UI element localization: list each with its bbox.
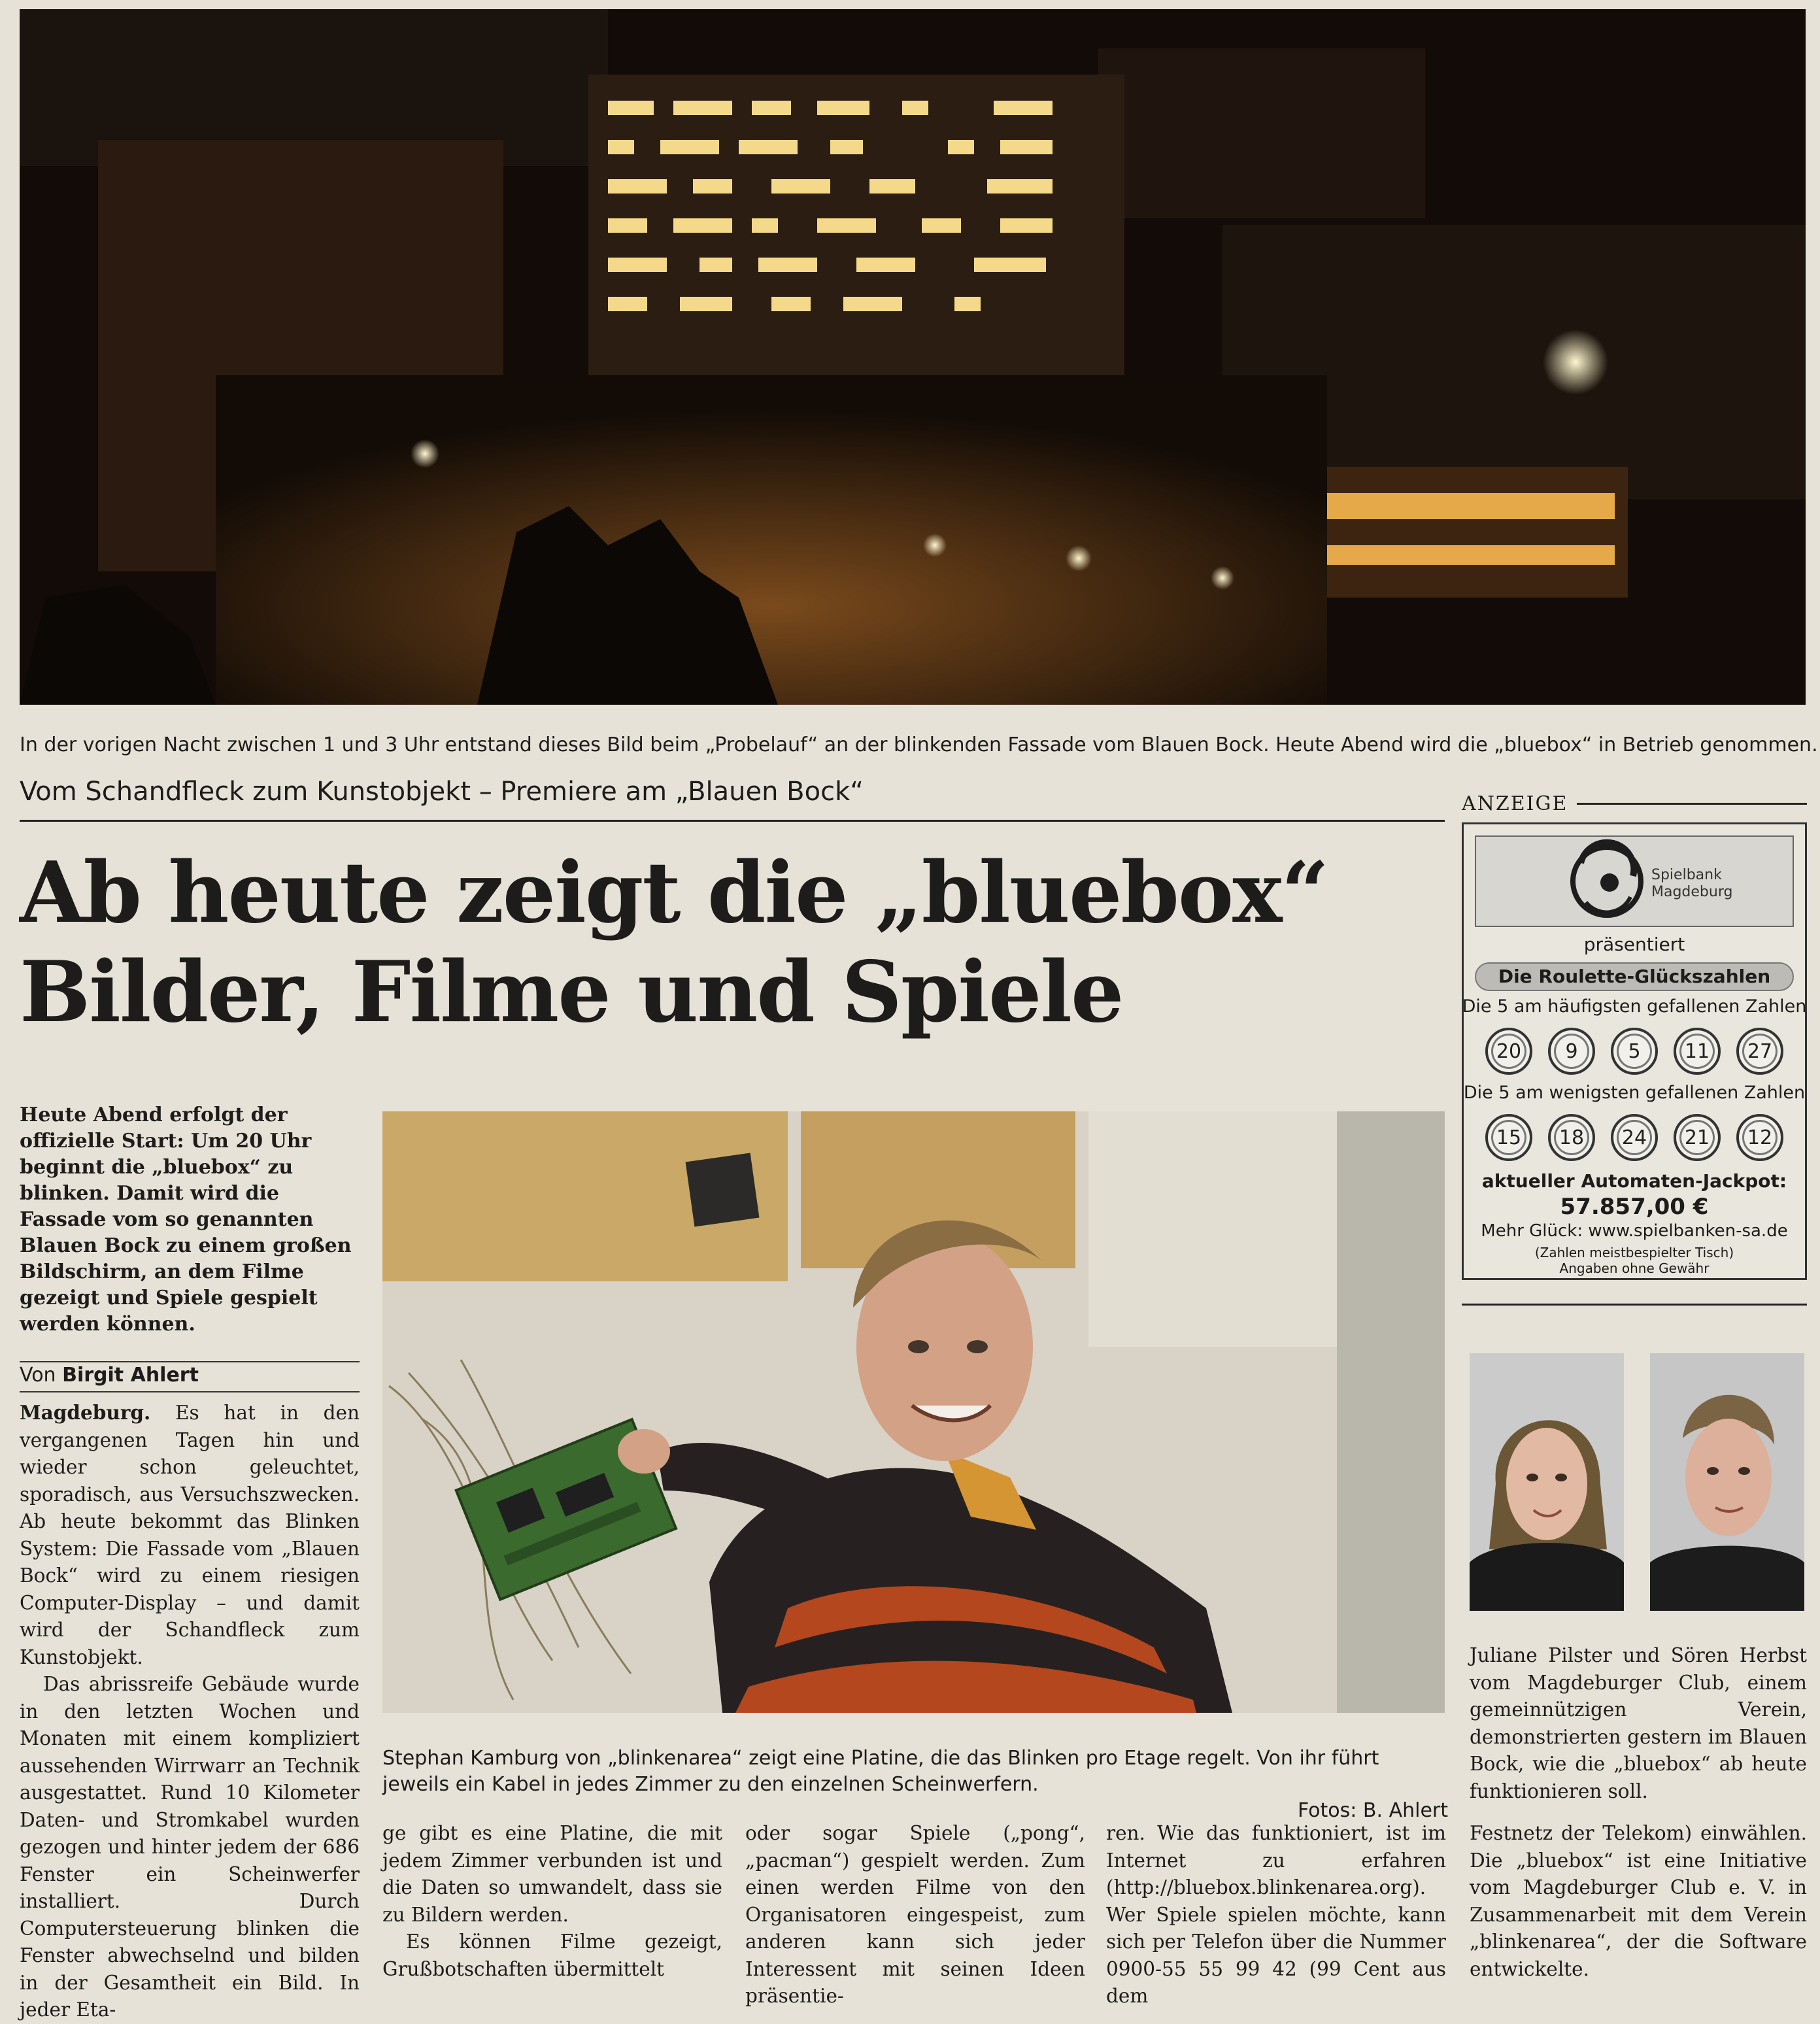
roulette-number: 5 (1611, 1028, 1658, 1075)
kicker-divider (20, 820, 1445, 822)
spielbank-logo-text (1651, 867, 1732, 901)
headline-line-2: Bilder, Filme und Spiele (20, 943, 1123, 1041)
logo-line-2: Magdeburg (1651, 884, 1733, 900)
article-lead: Heute Abend erfolgt der offizielle Start: Um 20 Uhr beginnt die „bluebox“ zu blinken. Damit wird die Fassade vom so genannten Blauen Bock zu einem großen Bildschirm, an dem Filme gezeigt und Spiele gespielt werden können. (20, 1104, 352, 1336)
roulette-number: 21 (1674, 1114, 1721, 1161)
roulette-number: 27 (1736, 1028, 1783, 1075)
center-caption-text: Stephan Kamburg von „blinkenarea“ zeigt eine Platine, die das Blinken pro Etage regelt. Von ihr führt jeweils ein Kabel in jedes Zimmer zu den einzelnen Scheinwerfern. (382, 1747, 1379, 1796)
body-column-3 (745, 1820, 1085, 2007)
jackpot-label: aktueller Automaten-Jackpot: (1481, 1170, 1787, 1192)
roulette-wheel-icon (1476, 837, 1793, 926)
roulette-number: 24 (1611, 1114, 1658, 1161)
headline (20, 843, 1445, 1042)
hot-numbers-label: Die 5 am häufigsten gefallenen Zahlen (1462, 996, 1807, 1017)
byline (20, 1364, 199, 1387)
body-paragraph (20, 1399, 360, 1671)
body-paragraph: ren. Wie das funktioniert, ist im Internet zu erfahren (http://bluebox.blinkenarea.org). Wer Spiele spielen möchte, kann sich per Telefon über die Nummer 0900-55 55 99 42 (99 Cent aus dem (1106, 1822, 1446, 2007)
roulette-number: 18 (1548, 1114, 1595, 1161)
spielbank-logo-panel (1475, 835, 1794, 927)
center-photo-caption (382, 1746, 1448, 1824)
body-column-2 (382, 1820, 722, 1983)
byline-author: Birgit Ahlert (62, 1364, 199, 1387)
night-facade-photo (20, 9, 1806, 705)
roulette-number: 20 (1485, 1028, 1532, 1075)
ad-url: Mehr Glück: www.spielbanken-sa.de (1481, 1221, 1788, 1241)
body-paragraph: ge gibt es eine Platine, die mit jedem Zimmer verbunden ist und die Daten so umwandelt, dass sie zu Bildern werden. (382, 1822, 722, 1926)
body-column-4 (1106, 1820, 1446, 2007)
body-paragraph: oder sogar Spiele („pong“, „pacman“) gespielt werden. Zum einen werden Filme von den Organisatoren eingespeist, zum anderen kann sich jeder Interessent mit seinen Ideen präsentie- (745, 1822, 1085, 2007)
body-text: Es hat in den vergangenen Tagen hin und wieder schon geleuchtet, sporadisch, aus Versuchszwecken. Ab heute bekommt das Blinken System: Die Fassade vom „Blauen Bock“ wird zu einem riesigen Computer-Display – und damit wird der Schandfleck zum Kunstobjekt. (20, 1402, 360, 1668)
ad-disclaimer: Angaben ohne Gewähr (1559, 1260, 1710, 1276)
dateline: Magdeburg. (20, 1401, 151, 1424)
hot-numbers-row (1462, 1028, 1807, 1075)
body-column-1 (20, 1399, 360, 2021)
ad-banner: Die Roulette-Glückszahlen (1475, 962, 1794, 991)
portrait-photo-woman (1470, 1353, 1624, 1611)
logo-line-1: Spielbank (1651, 867, 1722, 883)
ad-label-divider (1577, 803, 1807, 805)
body-paragraph: Es können Filme gezeigt, Grußbotschaften übermittelt (382, 1931, 722, 1980)
byline-prefix: Von (20, 1364, 56, 1387)
portrait-caption: Juliane Pilster und Sören Herbst vom Magdeburger Club, einem gemeinnützigen Verein, demonstrierten gestern im Blauen Bock, wie die „bluebox“ ab heute funktionieren soll. (1470, 1644, 1807, 1802)
side-divider (1462, 1304, 1807, 1306)
circuit-board-photo (382, 1111, 1445, 1713)
article-kicker: Vom Schandfleck zum Kunstobjekt – Premiere am „Blauen Bock“ (20, 777, 864, 807)
roulette-number: 12 (1736, 1114, 1783, 1161)
cold-numbers-label: Die 5 am wenigsten gefallenen Zahlen (1463, 1083, 1806, 1103)
photo-credit: Fotos: B. Ahlert (1297, 1799, 1448, 1822)
body-column-5 (1470, 1820, 1807, 1983)
byline-divider (20, 1391, 360, 1392)
roulette-number: 15 (1485, 1114, 1532, 1161)
ad-presents: präsentiert (1583, 934, 1685, 955)
jackpot-value: 57.857,00 € (1560, 1194, 1709, 1220)
top-photo-caption: In der vorigen Nacht zwischen 1 und 3 Uhr entstand dieses Bild beim „Probelauf“ an der blinkenden Fassade vom Blauen Bock. Heute Abend wird die „bluebox“ in Betrieb genommen. (20, 734, 1818, 756)
body-paragraph: Das abrissreife Gebäude wurde in den letzten Wochen und Monaten mit einem kompliziert aussehenden Wirrwarr an Technik ausgestattet. Rund 10 Kilometer Daten- und Stromkabel wurden gezogen und hinter jedem der 686 Fenster ein Scheinwerfer installiert. Durch Computersteuerung blinken die Fenster abwechselnd und bilden in der Gesamtheit ein Bild. In jeder Eta- (20, 1673, 360, 2021)
headline-line-1: Ab heute zeigt die „bluebox“ (20, 844, 1328, 942)
ad-label: ANZEIGE (1462, 792, 1568, 815)
portrait-photo-man (1650, 1353, 1804, 1611)
body-paragraph: Festnetz der Telekom) einwählen. Die „bluebox“ ist eine Initiative vom Magdeburger Club e. V. in Zusammenarbeit mit dem Verein „blinkenarea“, der die Software entwickelte. (1470, 1822, 1807, 1980)
roulette-number: 9 (1548, 1028, 1595, 1075)
roulette-number: 11 (1674, 1028, 1721, 1075)
byline-divider-top (20, 1361, 360, 1362)
ad-note: (Zahlen meistbespielter Tisch) (1534, 1245, 1734, 1260)
cold-numbers-row (1462, 1114, 1807, 1161)
